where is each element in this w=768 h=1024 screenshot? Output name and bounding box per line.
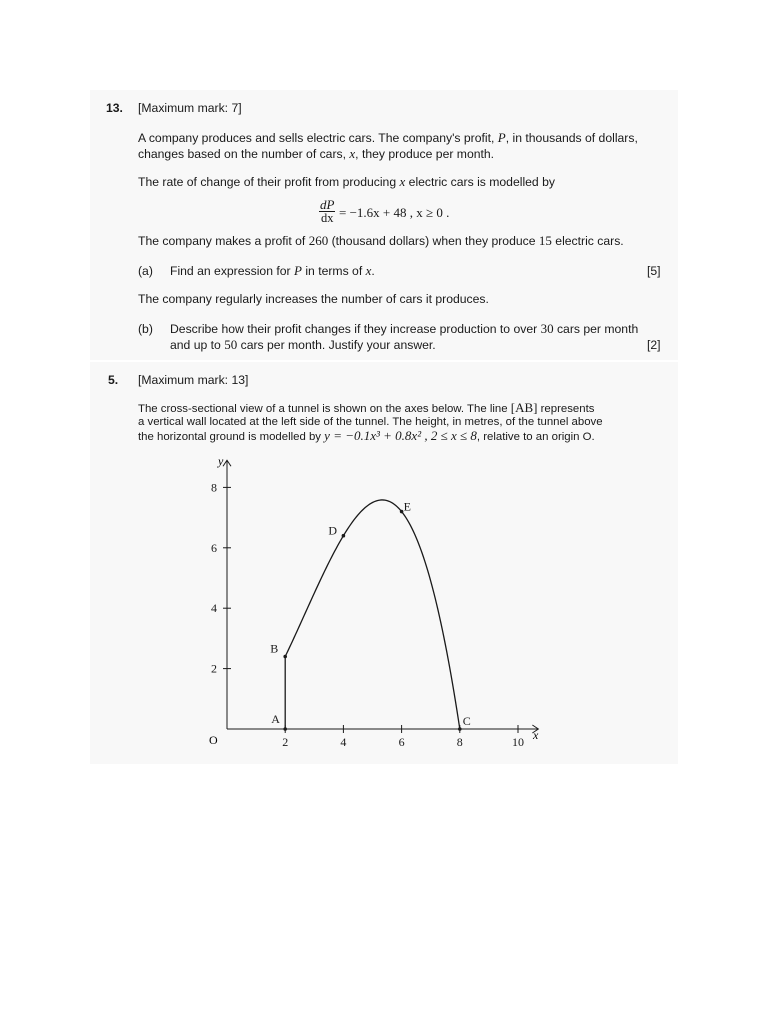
point-C [458, 727, 462, 731]
derivative-rhs: = −1.6x + 48 , x ≥ 0 . [339, 205, 450, 220]
question-13-increase-text: The company regularly increases the number of cars it produces. [138, 292, 489, 306]
question-13-max-mark: [Maximum mark: 7] [138, 101, 242, 115]
question-13-profit-text: The company makes a profit of 260 (thousand dollars) when they produce 15 electric cars. [138, 233, 624, 248]
x-tick-label: 10 [512, 735, 524, 749]
part-b-line1: Describe how their profit changes if they increase production to over 30 cars per month [170, 321, 639, 336]
question-5-max-mark: [Maximum mark: 13] [138, 373, 249, 387]
question-13-rate-text: The rate of change of their profit from producing x electric cars is modelled by [138, 174, 555, 189]
origin-label: O [209, 733, 218, 747]
part-b-line2: and up to 50 cars per month. Justify your answer. [170, 337, 436, 352]
x-axis-label: x [533, 728, 539, 742]
part-a-text: Find an expression for P in terms of x. [170, 263, 375, 278]
ticks [211, 480, 524, 749]
part-a-marks: [5] [647, 264, 661, 278]
point-B [283, 655, 287, 659]
question-5-line2: a vertical wall located at the left side of the tunnel. The height, in metres, of the tunnel above [138, 416, 603, 428]
question-5-number: 5. [108, 373, 119, 387]
question-13-number: 13. [106, 101, 123, 115]
x-tick-label: 8 [456, 735, 463, 749]
y-axis-label: y [218, 454, 224, 468]
point-D [342, 534, 346, 538]
point-label-E: E [403, 499, 411, 514]
question-5-line1: The cross-sectional view of a tunnel is shown on the axes below. The line [AB] represents [138, 400, 595, 415]
part-b-label: (b) [138, 322, 153, 336]
point-A [283, 727, 287, 731]
point-label-A: A [271, 712, 280, 726]
point-label-C: C [462, 714, 471, 728]
derivative-fraction: $\frac{dP}{dx}$ [320, 197, 335, 225]
axes [223, 460, 538, 733]
part-b-marks: [2] [647, 338, 661, 352]
x-tick-label: 4 [340, 735, 347, 749]
point-label-D: D [328, 523, 338, 538]
y-tick-label: 6 [211, 540, 217, 555]
tunnel-curve [285, 500, 460, 729]
graph-points [270, 500, 471, 731]
question-13-intro-line2: changes based on the number of cars, x, they produce per month. [138, 146, 495, 161]
y-tick-label: 4 [211, 601, 217, 616]
question-13-intro-line1: A company produces and sells electric cars. The company's profit, P, in thousands of dollars, [138, 130, 638, 145]
part-a-label: (a) [138, 264, 153, 278]
x-tick-label: 6 [398, 735, 405, 749]
point-label-B: B [270, 641, 279, 656]
question-5-line3: the horizontal ground is modelled by y = −0.1x³ + 0.8x² , 2 ≤ x ≤ 8, relative to an origin O. [138, 428, 595, 443]
y-tick-label: 2 [211, 661, 217, 676]
y-tick-label: 8 [211, 480, 217, 495]
x-tick-label: 2 [282, 735, 289, 749]
